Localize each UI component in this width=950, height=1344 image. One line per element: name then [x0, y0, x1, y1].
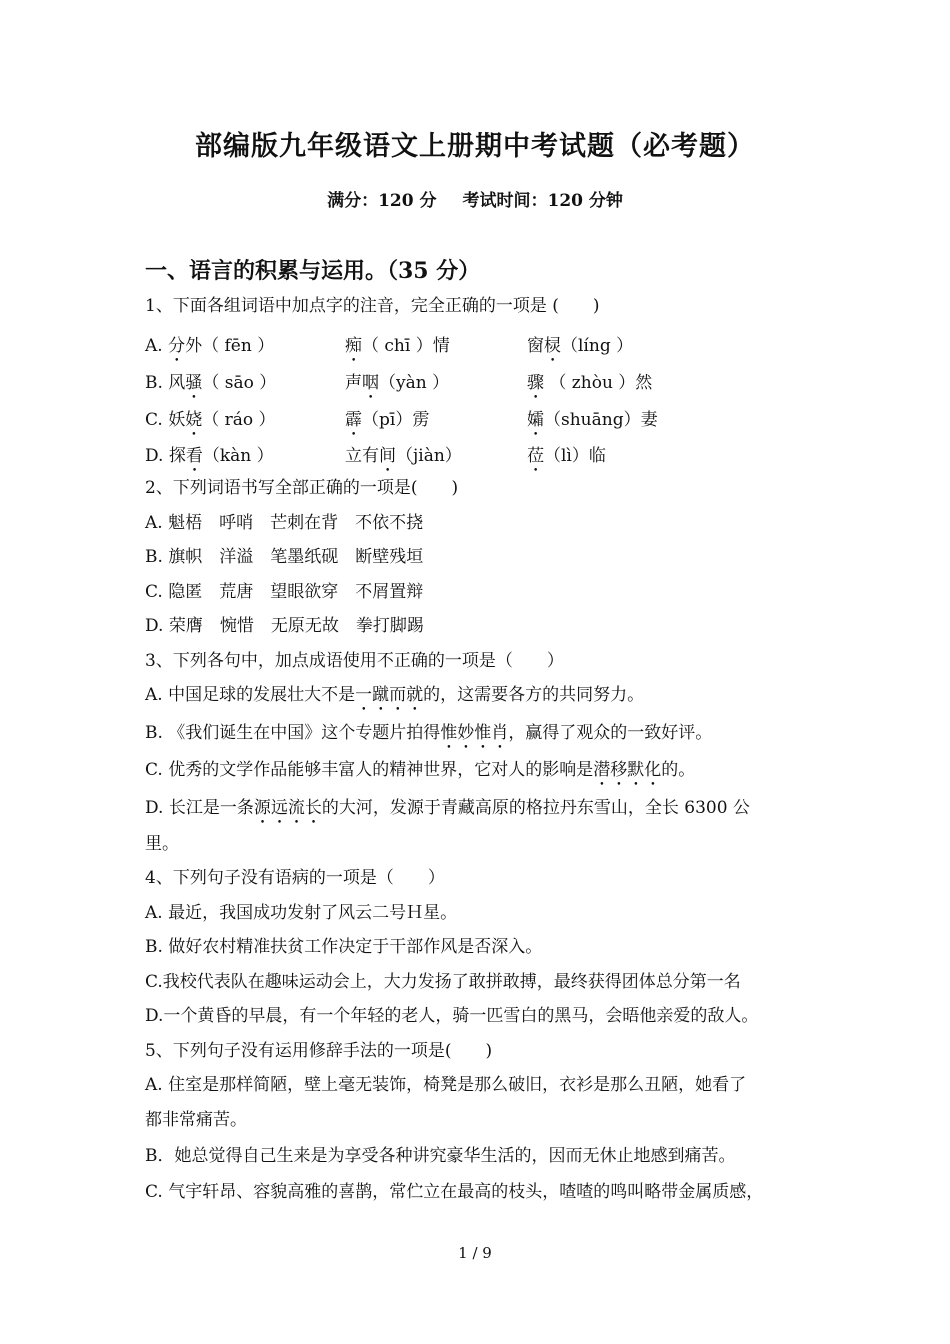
q1-option-c-2: 霹（pī）雳	[345, 410, 430, 430]
question-4-stem: 4、下列句子没有语病的一项是（ ）	[145, 868, 445, 888]
q1-option-b-3: 骤 （ zhòu ）然	[527, 373, 653, 393]
q5-option-b: B．她总觉得自己生来是为享受各种讲究豪华生活的，因而无休止地感到痛苦。	[145, 1146, 736, 1166]
question-1-stem: 1、下面各组词语中加点字的注音，完全正确的一项是 ( )	[145, 296, 600, 316]
q5-option-a-cont: 都非常痛苦。	[145, 1110, 247, 1130]
full-score: 满分：120 分	[327, 191, 437, 211]
q1-option-a-2: 痴（ chī ）情	[345, 336, 450, 356]
q1-option-a-3: 窗棂（líng ）	[527, 336, 634, 356]
q3-option-a: A. 中国足球的发展壮大不是一蹴而就的，这需要各方的共同努力。	[145, 685, 645, 705]
question-2-stem: 2、下列词语书写全部正确的一项是( )	[145, 478, 459, 498]
q5-option-a: A. 住室是那样简陋，壁上毫无装饰，椅凳是那么破旧，衣衫是那么丑陋，她看了	[145, 1075, 747, 1095]
q2-option-b: B. 旗帜 洋溢 笔墨纸砚 断壁残垣	[145, 547, 424, 567]
exam-info	[0, 186, 950, 211]
question-5-stem: 5、下列句子没有运用修辞手法的一项是( )	[145, 1041, 493, 1061]
page-number: 1 / 9	[458, 1244, 492, 1262]
exam-time: 考试时间：120 分钟	[462, 191, 623, 211]
q1-option-c-3: 孀（shuāng）妻	[527, 410, 658, 430]
q4-option-d: D.一个黄昏的早晨，有一个年轻的老人，骑一匹雪白的黑马，会晤他亲爱的敌人。	[145, 1006, 759, 1026]
q5-option-c: C. 气宇轩昂、容貌高雅的喜鹊，常伫立在最高的枝头，喳喳的鸣叫略带金属质感，	[145, 1182, 764, 1202]
q3-option-d: D. 长江是一条源远流长的大河，发源于青藏高原的格拉丹东雪山，全长 6300 公	[145, 798, 750, 818]
q1-option-b-1: B. 风骚（ sāo ）	[145, 373, 277, 393]
q4-option-a: A. 最近，我国成功发射了风云二号Ｈ星。	[145, 903, 458, 923]
q4-option-c: C.我校代表队在趣味运动会上，大力发扬了敢拼敢搏，最终获得团体总分第一名	[145, 972, 741, 992]
q3-option-b: B. 《我们诞生在中国》这个专题片拍得惟妙惟肖，赢得了观众的一致好评。	[145, 723, 713, 743]
q1-option-c-1: C. 妖娆（ ráo ）	[145, 410, 276, 430]
question-3-stem: 3、下列各句中，加点成语使用不正确的一项是（ ）	[145, 651, 564, 671]
q1-option-a-1: A. 分外（ fēn ）	[145, 336, 275, 356]
q2-option-c: C. 隐匿 荒唐 望眼欲穿 不屑置辩	[145, 582, 424, 602]
q1-option-d-1: D. 探看（kàn ）	[145, 446, 274, 466]
q1-option-d-3: 莅（lì）临	[527, 446, 606, 466]
q1-option-b-2: 声咽（yàn ）	[345, 373, 450, 393]
page-title: 部编版九年级语文上册期中考试题（必考题）	[195, 131, 755, 162]
q3-option-c: C. 优秀的文学作品能够丰富人的精神世界，它对人的影响是潜移默化的。	[145, 760, 696, 780]
q2-option-d: D. 荣膺 惋惜 无原无故 拳打脚踢	[145, 616, 424, 636]
q3-option-d-cont: 里。	[145, 834, 179, 854]
section-heading: 一、语言的积累与运用。（35 分）	[145, 258, 481, 284]
q1-option-d-2: 立有间（jiàn）	[345, 446, 462, 466]
q2-option-a: A. 魁梧 呼哨 芒刺在背 不依不挠	[145, 513, 424, 533]
q4-option-b: B. 做好农村精准扶贫工作决定于干部作风是否深入。	[145, 937, 543, 957]
